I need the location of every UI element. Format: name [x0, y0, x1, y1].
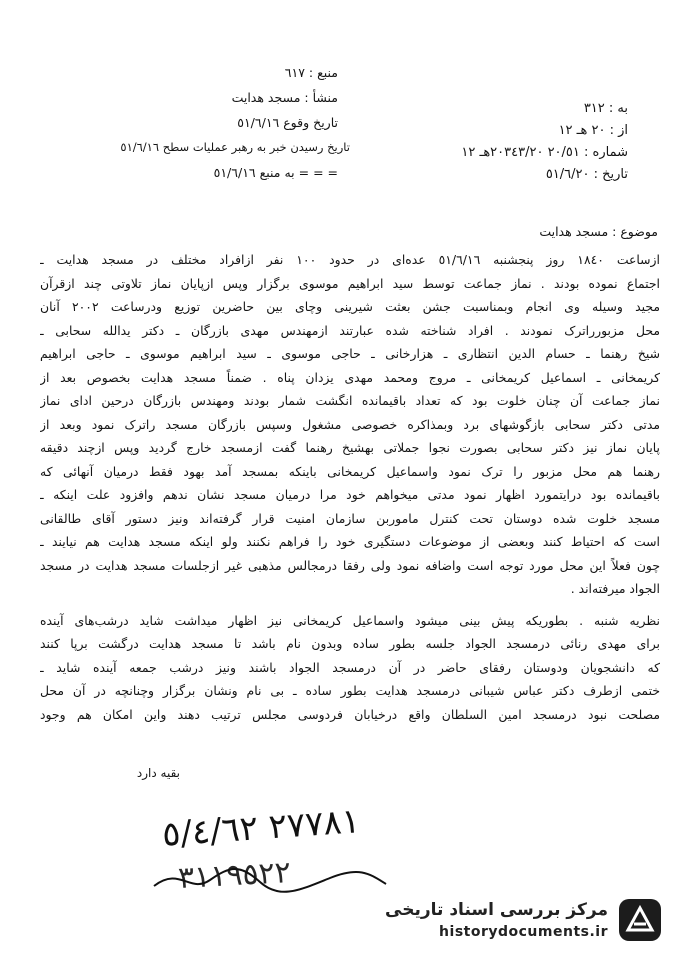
body-line: شیخ رهنما ـ حسام الدین انتظاری ـ هزارخانی ـ حاجی موسوی ـ سید ابراهیم موسوی ـ حاجی ابراهیم	[40, 346, 660, 361]
continuation-note: بقیه دارد	[136, 766, 180, 780]
body-line: اجتماع نموده بودند . نماز جماعت توسط سید ابراهیم موسوی برگزار وپس ازپایان نماز تلاوتی چند ازقرآن	[40, 275, 660, 291]
recipient-number: به : ٣١٢	[583, 101, 628, 116]
archive-website: historydocuments.ir	[439, 924, 608, 940]
handwritten-number: ٢٧٧٨١ ٥/٤/٦٢	[160, 801, 362, 855]
body-line: مسجد خلوت شده دوستان تحت کنترل ماموربن سازمان امنیت قرار گرفته‌اند ونیز دستور آقای طالقانی	[40, 510, 660, 526]
opinion-line: که دانشجویان ودوستان رفقای حاضر در آن درمسجد الجواد باشند ونیز درشب جمعه آینده شاید ـ	[40, 659, 660, 675]
body-line: الجواد میرفته‌اند .	[570, 581, 660, 596]
body-line: باقیمانده بود درایتمورد اظهار نمود مدتی میخواهم خود مرا درمیان مسجد نشان ندهم وافزود علت اینکه ـ	[40, 487, 660, 502]
body-line: کریمخانی ـ اسماعیل کریمخانی ـ مروج ومحمد مهدی یزدان پناه . ضمناً مسجد هدایت بخصوص بعد از	[40, 369, 660, 385]
opinion-line: نظریه شنبه . بطوریکه پیش بینی میشود واسماعیل کریمخانی نیز اظهار میداشت شاید درشب‌های آینده	[40, 612, 660, 628]
source-field: منبع : ٦١٧	[284, 65, 338, 80]
body-line: چون فعلاً این محل مورد توجه است واضافه نمود ولی رفقا درمجالس مذهبی غیر ازجلسات مسجد هدایت در مسجد	[40, 557, 660, 573]
reference-number: شماره : ٢٠/٥١ ٢٠٣٤٣/٢٠هـ ١٢	[461, 145, 628, 160]
body-line: رهنما هم محل مزبور را ترک نمود واسماعیل کریمخانی باینکه بمسجد آمد بهود فقط درمیان آنهائی که	[40, 463, 660, 479]
header-left-block	[120, 60, 350, 185]
document-date: تاریخ : ٥١/٦/٢٠	[545, 167, 628, 182]
body-line: ازساعت ١٨٤٠ روز پنجشنبه ٥١/٦/١٦ عده‌ای در حدود ١٠٠ نفر ازافراد مختلف در مسجد هدایت ـ	[40, 252, 660, 267]
report-body	[40, 248, 660, 726]
body-line: مجید وسیله وی انجام وبمناسبت جشن بعثت شیرینی وچای بین حاضرین توزیع ودرساعت ٢٠٠٢ آنان	[40, 299, 660, 314]
sender-code: از : ٢٠ هـ ١٢	[558, 123, 628, 138]
body-line: است که احتیاط کنند وبعضی از موضوعات دستگیری خود را فراهم نکنند ولو اینکه مسجد هدایت هم نیایند ـ	[40, 534, 660, 549]
opinion-line: مصلحت نبود درمسجد امین السلطان واقع درخیابان فردوسی مجلس ترتیب دهند واین امکان هم وجود	[40, 706, 660, 722]
subject-line: موضوع : مسجد هدایت	[539, 224, 658, 239]
archive-watermark	[385, 892, 680, 948]
opinion-line: ختمی ازطرف دکتر عباس شیبانی درمسجد هدایت بطور ساده ـ بی نام ونشان برگزار وچنانچه در آن محل	[40, 683, 660, 698]
received-date-field: تاریخ رسیدن خبر به رهبر عملیات سطح ٥١/٦/١٦	[120, 140, 350, 154]
body-line: پایان نماز نیز دکتر سحابی بصورت نجوا جملاتی بهشیخ رهنما گفت ازمسجد خارج گردید وپس ازچند دقیقه	[40, 440, 660, 455]
archive-logo-icon	[616, 896, 664, 944]
archive-name: مرکز بررسی اسناد تاریخی	[385, 900, 608, 920]
body-line: محل مزبورراترک نمودند . افراد شناخته شده عبارتند ازمهندس مهدی بازرگان ـ دکتر یدالله سحابی ـ	[40, 322, 660, 338]
event-date-field: تاریخ وقوع ٥١/٦/١٦	[237, 115, 338, 130]
header-right-block	[398, 98, 628, 186]
body-line: مدتی دکتر سحابی بازگوشهای برد وبمذاکره خصوصی مشغول وسپس بازرگان مسجد راترک نمود وبعد از	[40, 416, 660, 432]
body-line: نماز جماعت آن چنان خلوت بود که تعداد باقیمانده انگشت شمار بودند ومهندس بازرگان درحین ادای نماز	[40, 393, 660, 408]
handwritten-underline	[150, 856, 390, 896]
handwritten-code: ٣١١٩٥٢٢	[177, 855, 292, 896]
dispatch-field: = = = به منبع ٥١/٦/١٦	[213, 165, 338, 180]
origin-field: منشأ : مسجد هدایت	[231, 90, 338, 105]
opinion-line: برای مهدی رنائی درمسجد الجواد جلسه بطور ساده وبدون نام باشد تا مسجد هدایت درگشت برپا کنند	[40, 636, 660, 651]
